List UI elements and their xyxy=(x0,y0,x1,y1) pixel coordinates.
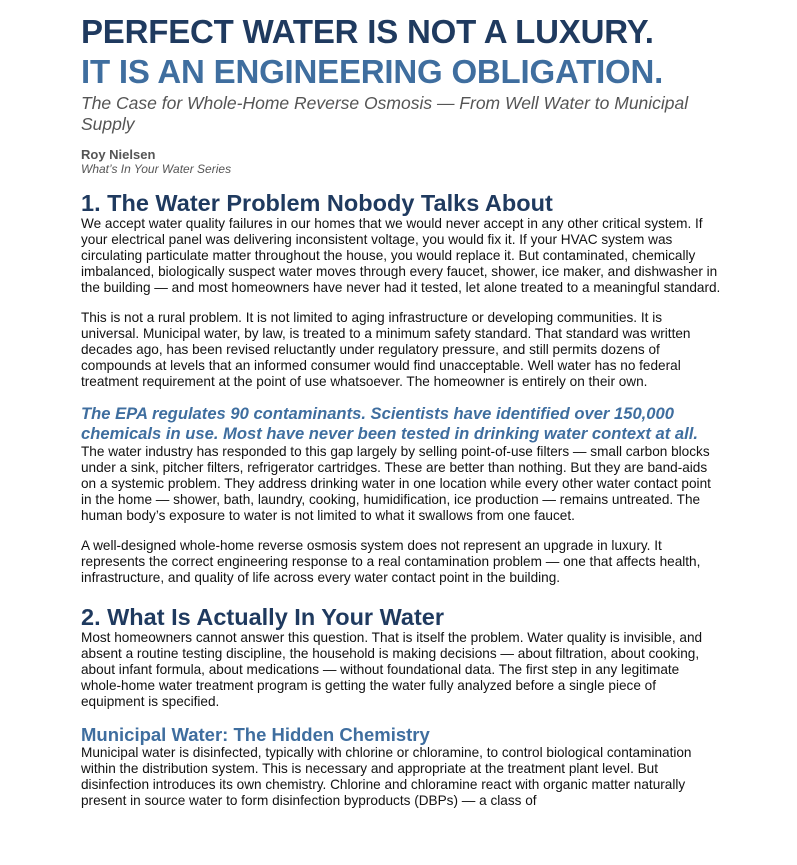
author-name: Roy Nielsen xyxy=(81,147,156,162)
paragraph: A well-designed whole-home reverse osmosis system does not represent an upgrade in luxury. It represents the correct engineering response to a real contamination problem — one that affects health, infrastructure, and quality of life across every water contact point in the building. xyxy=(81,538,701,585)
series-name: What’s In Your Water Series xyxy=(81,162,232,176)
paragraph: We accept water quality failures in our homes that we would never accept in any other critical system. If your electrical panel was delivering inconsistent voltage, you would fix it. If your HVAC system was circulating particulate matter throughout the house, you would replace it. But contaminated, chemically imbalanced, biologically suspect water moves through every faucet, shower, ice maker, and dishwasher in the building — and most homeowners have never had it tested, let alone treated to a meaningful standard. xyxy=(81,216,721,295)
document-page xyxy=(81,12,721,809)
title-line-1: PERFECT WATER IS NOT A LUXURY. xyxy=(81,13,654,50)
section-2 xyxy=(81,604,721,809)
subtitle: The Case for Whole-Home Reverse Osmosis — From Well Water to Municipal Supply xyxy=(81,93,689,134)
paragraph: Municipal water is disinfected, typically with chlorine or chloramine, to control biological contamination within the distribution system. This is necessary and appropriate at the treatment plant level. But disinfection introduces its own chemistry. Chlorine and chloramine react with organic matter naturally present in source water to form disinfection byproducts (DBPs) — a class of xyxy=(81,745,692,808)
paragraph: The water industry has responded to this gap largely by selling point-of-use filters — small carbon blocks under a sink, pitcher filters, refrigerator cartridges. These are better than nothing. But they are band-aids on a systemic problem. They address drinking water in one location while every other water contact point in the home — shower, bath, laundry, cooking, humidification, ice production — remains untreated. The human body’s exposure to water is not limited to what it swallows from one faucet. xyxy=(81,444,711,523)
pull-quote: The EPA regulates 90 contaminants. Scientists have identified over 150,000 chemicals in use. Most have never been tested in drinking water context at all. xyxy=(81,404,698,443)
title-line-2: IT IS AN ENGINEERING OBLIGATION. xyxy=(81,53,664,90)
section-1 xyxy=(81,190,721,586)
paragraph: Most homeowners cannot answer this question. That is itself the problem. Water quality is invisible, and absent a routine testing discipline, the household is making decisions — about filtration, about cooking, about infant formula, about medications — without foundational data. The first step in any legitimate whole-home water treatment program is getting the water fully analyzed before a single piece of equipment is specified. xyxy=(81,630,703,709)
paragraph: This is not a rural problem. It is not limited to aging infrastructure or developing communities. It is universal. Municipal water, by law, is treated to a minimum safety standard. That standard was written decades ago, has been revised reluctantly under regulatory pressure, and still permits dozens of compounds at levels that an informed consumer would find unacceptable. Well water has no federal treatment requirement at the point of use whatsoever. The homeowner is entirely on their own. xyxy=(81,310,691,389)
section-heading: 2. What Is Actually In Your Water xyxy=(81,604,445,630)
subsection-heading: Municipal Water: The Hidden Chemistry xyxy=(81,724,430,745)
section-heading: 1. The Water Problem Nobody Talks About xyxy=(81,190,553,216)
